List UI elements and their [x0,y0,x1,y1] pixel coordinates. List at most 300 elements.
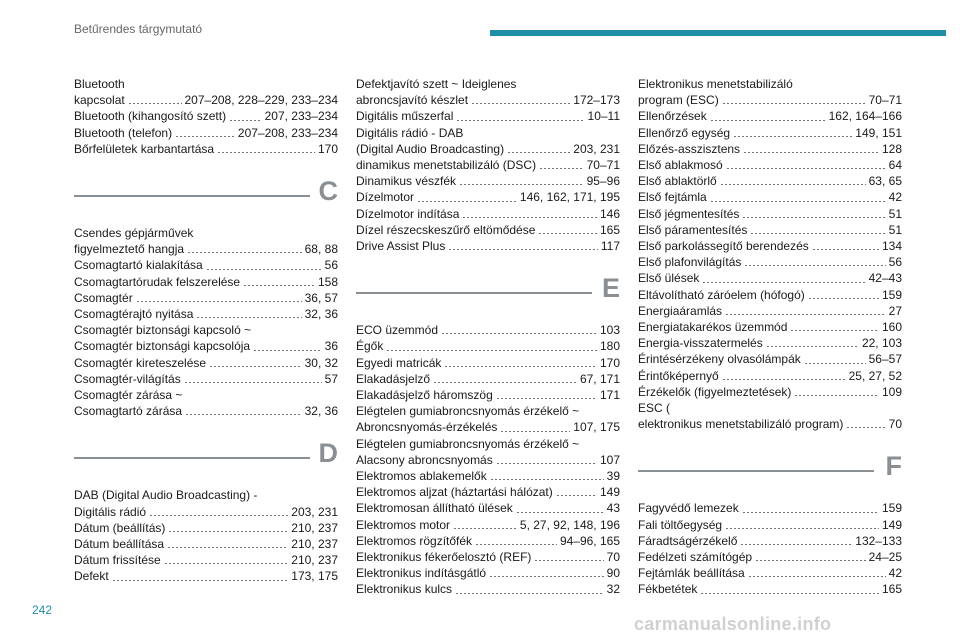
index-entry-text: Elektromos ablakemelők [356,469,487,484]
index-entry [74,76,338,108]
dot-leader [846,427,885,428]
index-entry [74,568,338,584]
dot-leader [539,168,584,169]
dot-leader [453,528,517,529]
section-letter: D [318,438,338,469]
header-accent-bar [490,30,946,36]
dot-leader [790,330,879,331]
index-column-2 [356,76,620,598]
index-entry [356,500,620,516]
index-entry-text: dinamikus menetstabilizáló (DSC) [356,158,537,173]
index-entry [74,371,338,387]
dot-leader [217,152,315,153]
index-entry-line [638,222,902,238]
dot-leader [766,346,859,347]
index-entry-pages: 70 [888,417,902,432]
index-entry-pages: 160 [881,320,902,335]
index-entry-pages: 149 [881,517,902,532]
index-entry-text: ECO üzemmód [356,323,439,338]
index-entry [356,238,620,254]
index-entry-text: Elektromos rögzítőfék [356,533,473,548]
index-entry-line [74,257,338,273]
index-entry-line [356,173,620,189]
index-entry-line [74,241,338,257]
index-entry-line [638,549,902,565]
index-entry-line [356,419,620,435]
section-header [74,176,338,225]
index-entry-heading: Elégtelen gumiabroncsnyomás érzékelő ~ [356,404,580,419]
index-entry-text: Elektronikus kulcs [356,582,453,597]
dot-leader [175,136,235,137]
index-entry [638,238,902,254]
index-entry [74,141,338,157]
index-entry [638,287,902,303]
index-entry-text: elektronikus menetstabilizáló program) [638,417,844,432]
index-entry [356,371,620,387]
index-entry [74,387,338,419]
index-entry [356,157,620,173]
section-rule [356,292,592,294]
watermark: carmanualsonline.info [634,614,832,634]
index-entry-pages: 107 [599,452,620,467]
index-entry-heading: Csomagtér biztonsági kapcsoló ~ [74,323,252,338]
index-entry-text: Dízelmotor [356,190,415,205]
index-entry [638,565,902,581]
index-entry [638,400,902,432]
index-entry-pages: 172–173 [573,93,620,108]
index-entry-pages: 39 [606,469,620,484]
dot-leader [444,366,597,367]
dot-leader [700,593,879,594]
index-entry-text: Bluetooth (telefon) [74,125,173,140]
index-entry-line [356,108,620,124]
index-entry-line [74,125,338,141]
index-entry [638,303,902,319]
index-entry [356,387,620,403]
index-entry-pages: 107, 175 [573,420,620,435]
index-entry-text: Bluetooth (kihangosító szett) [74,109,227,124]
dot-leader [720,184,866,185]
index-entry-pages: 109 [881,384,902,399]
section-rule [74,195,310,197]
index-entry-text: Első ablaktörlő [638,174,717,189]
index-entry-pages: 149, 151 [855,125,902,140]
dot-leader [743,152,879,153]
index-entry-pages: 25, 27, 52 [848,368,902,383]
dot-leader [794,395,879,396]
index-entry-text: Alacsony abroncsnyomás [356,452,493,467]
dot-leader [722,379,846,380]
index-entry-pages: 5, 27, 92, 148, 196 [519,517,620,532]
dot-leader [455,593,604,594]
index-entry-line [638,157,902,173]
index-entry-text: Elakadásjelző [356,371,431,386]
index-entry [356,565,620,581]
index-entry [356,189,620,205]
section-header [74,438,338,487]
dot-leader [136,301,302,302]
index-entry [74,125,338,141]
index-entry-line [74,371,338,387]
dot-leader [722,103,866,104]
index-entry-text: Bőrfelületek karbantartása [74,141,215,156]
index-entry-heading: Elektronikus menetstabilizáló [638,77,793,91]
index-entry [638,270,902,286]
index-entry-line [74,552,338,568]
index-entry [74,306,338,322]
index-entry-line [638,517,902,533]
index-entry-line [638,351,902,367]
index-entry-pages: 70–71 [586,158,620,173]
index-entry-pages: 170 [317,141,338,156]
header-title: Betűrendes tárgymutató [74,22,203,36]
dot-leader [185,414,302,415]
index-entry-pages: 95–96 [586,174,620,189]
index-entry-pages: 57 [324,371,338,386]
index-column-1 [74,76,338,585]
index-entry-heading: Bluetooth [74,77,125,91]
index-entry-pages: 56–57 [868,352,902,367]
index-entry-pages: 158 [317,274,338,289]
index-entry-line [638,189,902,205]
index-entry-pages: 56 [888,255,902,270]
index-entry-text: Fejtámlák beállítása [638,566,745,581]
index-entry-text: Elektromosan állítható ülések [356,501,513,516]
index-entry [74,552,338,568]
index-entry-line [74,92,338,108]
dot-leader [459,184,584,185]
index-entry-text: Első jégmentesítés [638,206,740,221]
section-letter: C [318,176,338,207]
dot-leader [744,265,885,266]
index-entry-text: Első plafonvilágítás [638,255,742,270]
index-entry [638,173,902,189]
index-entry-line [356,581,620,597]
index-entry-line [356,387,620,403]
index-entry-pages: 70–71 [868,93,902,108]
dot-leader [710,120,826,121]
index-entry-line [356,189,620,205]
index-entry-pages: 146 [599,206,620,221]
index-entry-pages: 42 [888,566,902,581]
index-entry-text: Első ülések [638,271,700,286]
dot-leader [740,544,852,545]
dot-leader [742,217,885,218]
index-entry-pages: 32 [606,582,620,597]
dot-leader [725,314,886,315]
index-entry-text: Energia-visszatermelés [638,336,763,351]
index-entry-pages: 203, 231 [291,504,338,519]
index-entry-pages: 90 [606,566,620,581]
index-entry-text: Előzés-asszisztens [638,141,741,156]
index-entry-text: Csomagtér [74,290,133,305]
dot-leader [209,366,302,367]
index-entry-line [356,500,620,516]
section-rule [74,457,310,459]
index-entry-line [638,581,902,597]
dot-leader [433,382,577,383]
dot-leader [507,152,570,153]
index-entry-pages: 32, 36 [304,307,338,322]
index-entry-pages: 210, 237 [291,520,338,535]
index-entry-line [638,565,902,581]
index-entry-line [356,549,620,565]
index-entry [638,125,902,141]
index-entry-line [356,338,620,354]
index-entry-line [356,238,620,254]
section-header [356,273,620,322]
index-entry-pages: 36, 57 [304,290,338,305]
index-entry-line [638,173,902,189]
index-entry-pages: 51 [888,222,902,237]
index-entry-text: Csomagtér-világítás [74,371,181,386]
index-entry-text: Ellenőrzések [638,109,707,124]
index-entry-text: Energiatakarékos üzemmód [638,320,788,335]
dot-leader [725,528,879,529]
section-header [638,451,902,500]
index-entry-text: Dinamikus vészfék [356,174,457,189]
index-entry [638,108,902,124]
index-entry-line [356,92,620,108]
index-entry-line [638,368,902,384]
dot-leader [710,201,886,202]
dot-leader [750,233,885,234]
index-entry [638,76,902,108]
index-entry-pages: 173, 175 [291,569,338,584]
index-entry [356,338,620,354]
dot-leader [489,576,604,577]
index-entry-text: program (ESC) [638,93,719,108]
index-entry [356,517,620,533]
index-entry-text: Csomagtér kireteszelése [74,355,207,370]
index-entry [638,254,902,270]
index-entry-line [638,533,902,549]
index-entry-pages: 70 [606,550,620,565]
dot-leader [253,350,322,351]
index-entry-pages: 64 [888,158,902,173]
index-entry-text: Energiaáramlás [638,303,723,318]
dot-leader [804,363,866,364]
index-entry [356,484,620,500]
index-entry [356,403,620,435]
dot-leader [448,249,598,250]
index-entry-heading: ESC ( [638,401,671,416]
index-entry-text: Csomagtartórudak felszerelése [74,274,241,289]
index-entry-text: figyelmeztető hangja [74,242,185,257]
index-entry-text: Digitális rádió [74,504,147,519]
dot-leader [243,285,315,286]
index-entry-pages: 24–25 [868,550,902,565]
index-entry-line [74,536,338,552]
index-entry-text: Abroncsnyomás-érzékelés [356,420,498,435]
index-entry [356,355,620,371]
index-entry-text: Első páramentesítés [638,222,748,237]
index-entry-text: Elektronikus indításgátló [356,566,487,581]
index-entry-text: (Digital Audio Broadcasting) [356,141,505,156]
index-entry-pages: 67, 171 [579,371,620,386]
index-entry-pages: 42–43 [868,271,902,286]
index-entry-text: Elektromos motor [356,517,451,532]
section-letter: F [885,451,902,482]
index-entry-heading: Elégtelen gumiabroncsnyomás érzékelő ~ [356,436,580,451]
dot-leader [462,217,597,218]
index-entry-line [74,355,338,371]
index-entry [356,549,620,565]
index-entry [638,335,902,351]
index-entry-line [74,504,338,520]
index-entry-pages: 10–11 [587,109,620,124]
index-entry-text: Érzékelők (figyelmeztetések) [638,384,792,399]
index-entry-pages: 171 [599,388,620,403]
index-entry-text: Első parkolássegítő berendezés [638,239,809,254]
index-entry-line [638,254,902,270]
index-entry [356,76,620,108]
index-entry-text: Elektromos aljzat (háztartási hálózat) [356,485,553,500]
index-entry-line [638,303,902,319]
index-entry [638,141,902,157]
index-entry-text: Csomagtartó zárása [74,404,183,419]
index-entry [638,384,902,400]
index-entry-pages: 27 [888,303,902,318]
index-entry-line [74,108,338,124]
dot-leader [702,282,865,283]
index-entry-text: Fékbetétek [638,582,698,597]
index-entry [74,322,338,354]
index-entry-text: Digitális műszerfal [356,109,454,124]
index-entry [638,368,902,384]
dot-leader [733,136,852,137]
index-entry-line [356,468,620,484]
index-entry-text: kapcsolat [74,93,125,108]
index-column-3 [638,76,902,598]
index-entry-pages: 36 [324,339,338,354]
index-entry-text: Dátum frissítése [74,553,161,568]
dot-leader [475,544,557,545]
index-entry-heading: Digitális rádió - DAB [356,125,464,140]
index-entry-text: Fáradtságérzékelő [638,533,738,548]
index-entry-line [356,565,620,581]
index-entry-line [356,533,620,549]
dot-leader [229,120,262,121]
index-entry [638,319,902,335]
index-entry-pages: 165 [599,222,620,237]
index-entry-text: Fali töltőegység [638,517,723,532]
index-entry-text: Első ablakmosó [638,158,723,173]
index-entry-line [74,520,338,536]
index-entry-line [356,484,620,500]
index-entry-text: Dátum beállítása [74,537,165,552]
index-entry [356,222,620,238]
dot-leader [164,563,289,564]
index-entry [638,581,902,597]
dot-leader [149,515,288,516]
dot-leader [441,333,597,334]
index-entry-pages: 170 [599,355,620,370]
index-entry [356,581,620,597]
index-entry [74,108,338,124]
dot-leader [755,560,866,561]
index-entry-line [638,108,902,124]
dot-leader [808,298,879,299]
index-entry [74,290,338,306]
index-entry-pages: 32, 36 [304,404,338,419]
index-entry-line [356,517,620,533]
index-entry-line [74,338,338,354]
dot-leader [496,463,597,464]
index-entry-line [356,322,620,338]
index-entry-pages: 30, 32 [304,355,338,370]
index-entry-text: Elakadásjelző háromszög [356,388,493,403]
index-entry-line [638,416,902,432]
dot-leader [417,201,517,202]
index-entry-line [74,274,338,290]
index-entry-pages: 103 [599,323,620,338]
index-entry-pages: 210, 237 [291,553,338,568]
index-entry [356,108,620,124]
index-entry-pages: 56 [324,258,338,273]
index-entry [638,189,902,205]
index-entry [638,533,902,549]
index-entry-pages: 165 [881,582,902,597]
index-entry-line [638,287,902,303]
index-entry-pages: 149 [599,485,620,500]
index-entry-line [638,125,902,141]
index-entry-text: Érintőképernyő [638,368,719,383]
dot-leader [496,398,597,399]
index-entry [74,257,338,273]
page-number: 242 [32,603,53,617]
index-entry [356,468,620,484]
dot-leader [748,576,886,577]
dot-leader [500,431,570,432]
index-entry-text: Fedélzeti számítógép [638,550,753,565]
index-entry-pages: 51 [888,206,902,221]
index-entry-pages: 180 [599,339,620,354]
index-entry [638,351,902,367]
index-entry-line [638,92,902,108]
index-entry-text: Egyedi matricák [356,355,442,370]
index-entry-pages: 128 [881,141,902,156]
index-entry-line [638,270,902,286]
index-entry-text: abroncsjavító készlet [356,93,469,108]
index-entry-line [74,306,338,322]
index-entry-heading: Csendes gépjárművek [74,226,194,241]
index-entry [74,520,338,536]
index-entry-pages: 22, 103 [861,336,902,351]
index-entry-line [356,141,620,157]
index-entry-pages: 159 [881,287,902,302]
dot-leader [187,252,302,253]
index-entry-text: Eltávolítható záróelem (hófogó) [638,287,805,302]
dot-leader [726,168,886,169]
index-entry-line [74,403,338,419]
index-entry [74,487,338,519]
index-entry-heading: Defektjavító szett ~ Ideiglenes [356,77,517,91]
index-entry-text: Csomagtartó kialakítása [74,258,203,273]
index-entry-pages: 207–208, 233–234 [237,125,338,140]
dot-leader [538,233,597,234]
index-entry-text: Égők [356,339,384,354]
index-entry-pages: 203, 231 [573,141,620,156]
index-entry [356,322,620,338]
dot-leader [456,120,584,121]
index-entry-line [74,568,338,584]
index-entry-text: Dízelmotor indítása [356,206,460,221]
dot-leader [490,479,604,480]
index-entry-line [356,452,620,468]
index-entry-text: Csomagtér biztonsági kapcsolója [74,339,251,354]
index-entry [74,355,338,371]
